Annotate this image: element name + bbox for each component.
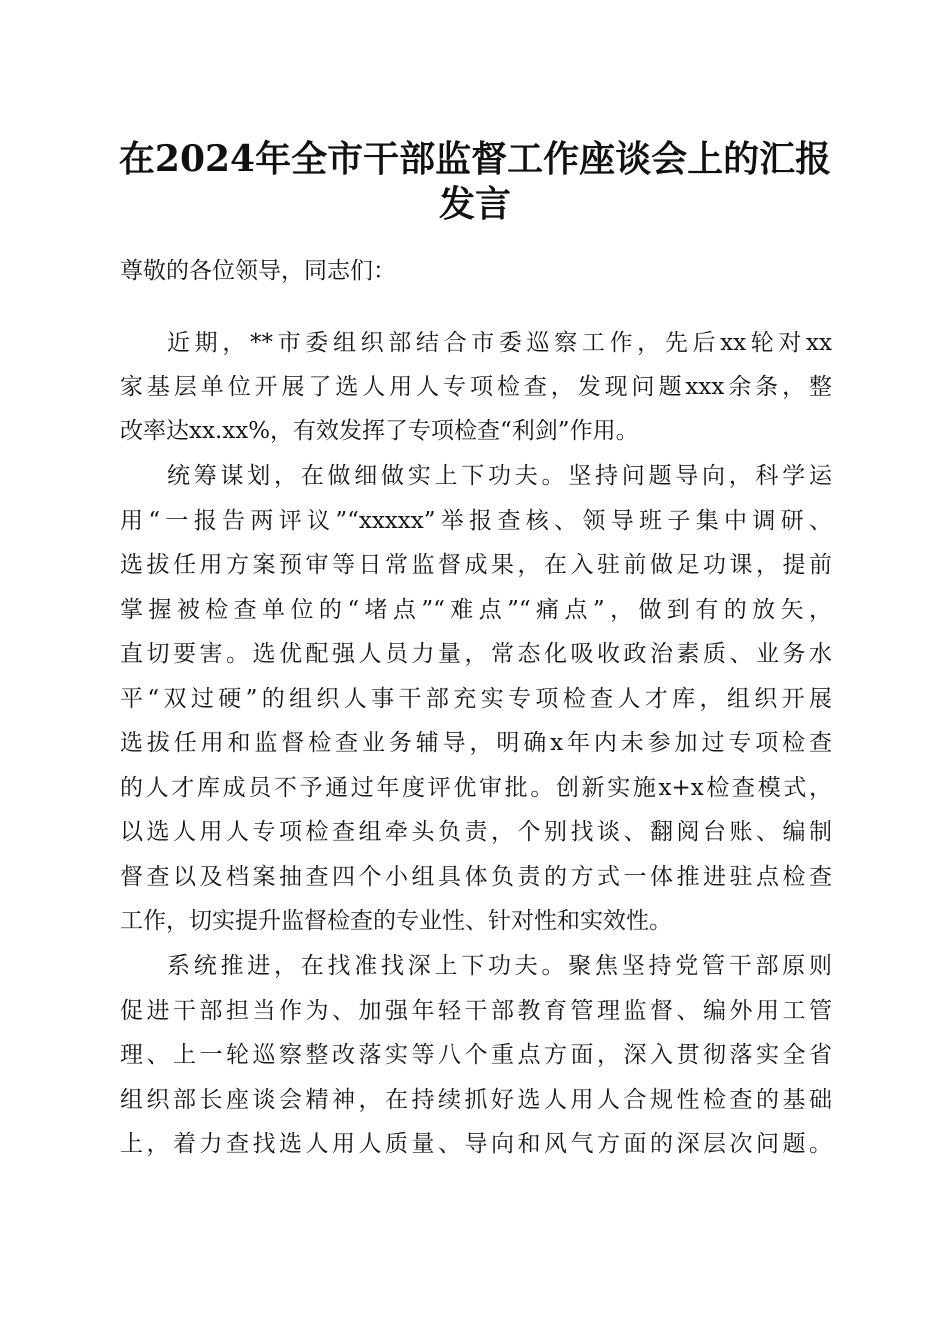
paragraph-2-line-8: 的人才库成员不予通过年度评优审批。创新实施x+x检查模式， bbox=[120, 775, 832, 801]
paragraph-3-line-5: 上，着力查找选人用人质量、导向和风气方面的深层次问题。 bbox=[120, 1131, 832, 1157]
document-title-line-2: 发言 bbox=[438, 183, 511, 225]
paragraph-2-line-9: 以选人用人专项检查组牵头负责，个别找谈、翻阅台账、编制 bbox=[120, 819, 832, 845]
paragraph-1-line-2: 家基层单位开展了选人用人专项检查，发现问题xxx余条，整 bbox=[120, 374, 832, 400]
paragraph-2-line-6: 平“双过硬”的组织人事干部充实专项检查人才库，组织开展 bbox=[120, 686, 832, 712]
paragraph-2-line-5: 直切要害。选优配强人员力量，常态化吸收政治素质、业务水 bbox=[120, 641, 832, 667]
salutation: 尊敬的各位领导，同志们： bbox=[120, 258, 396, 284]
document-title-line-1: 在2024年全市干部监督工作座谈会上的汇报 bbox=[118, 138, 832, 180]
paragraph-3-line-3: 理、上一轮巡察整改落实等八个重点方面，深入贯彻落实全省 bbox=[120, 1042, 832, 1068]
paragraph-2-line-2: 用“一报告两评议”“xxxxx”举报查核、领导班子集中调研、 bbox=[120, 508, 832, 534]
paragraph-1-line-3: 改率达xx.xx%，有效发挥了专项检查“利剑”作用。 bbox=[120, 418, 639, 444]
paragraph-2-line-3: 选拔任用方案预审等日常监督成果，在入驻前做足功课，提前 bbox=[120, 552, 832, 578]
paragraph-2-line-10: 督查以及档案抽查四个小组具体负责的方式一体推进驻点检查 bbox=[120, 864, 832, 890]
paragraph-2-line-1: 统筹谋划，在做细做实上下功夫。坚持问题导向，科学运 bbox=[167, 463, 832, 489]
paragraph-2-line-7: 选拔任用和监督检查业务辅导，明确x年内未参加过专项检查 bbox=[120, 730, 832, 756]
paragraph-2-line-11: 工作，切实提升监督检查的专业性、针对性和实效性。 bbox=[120, 908, 672, 934]
paragraph-2-line-4: 掌握被检查单位的“堵点”“难点”“痛点”，做到有的放矢， bbox=[120, 597, 832, 623]
paragraph-3-line-2: 促进干部担当作为、加强年轻干部教育管理监督、编外用工管 bbox=[120, 998, 832, 1024]
paragraph-3-line-4: 组织部长座谈会精神，在持续抓好选人用人合规性检查的基础 bbox=[120, 1087, 832, 1113]
paragraph-1-line-1: 近期，**市委组织部结合市委巡察工作，先后xx轮对xx bbox=[167, 330, 832, 356]
paragraph-3-line-1: 系统推进，在找准找深上下功夫。聚焦坚持党管干部原则 bbox=[167, 953, 832, 979]
